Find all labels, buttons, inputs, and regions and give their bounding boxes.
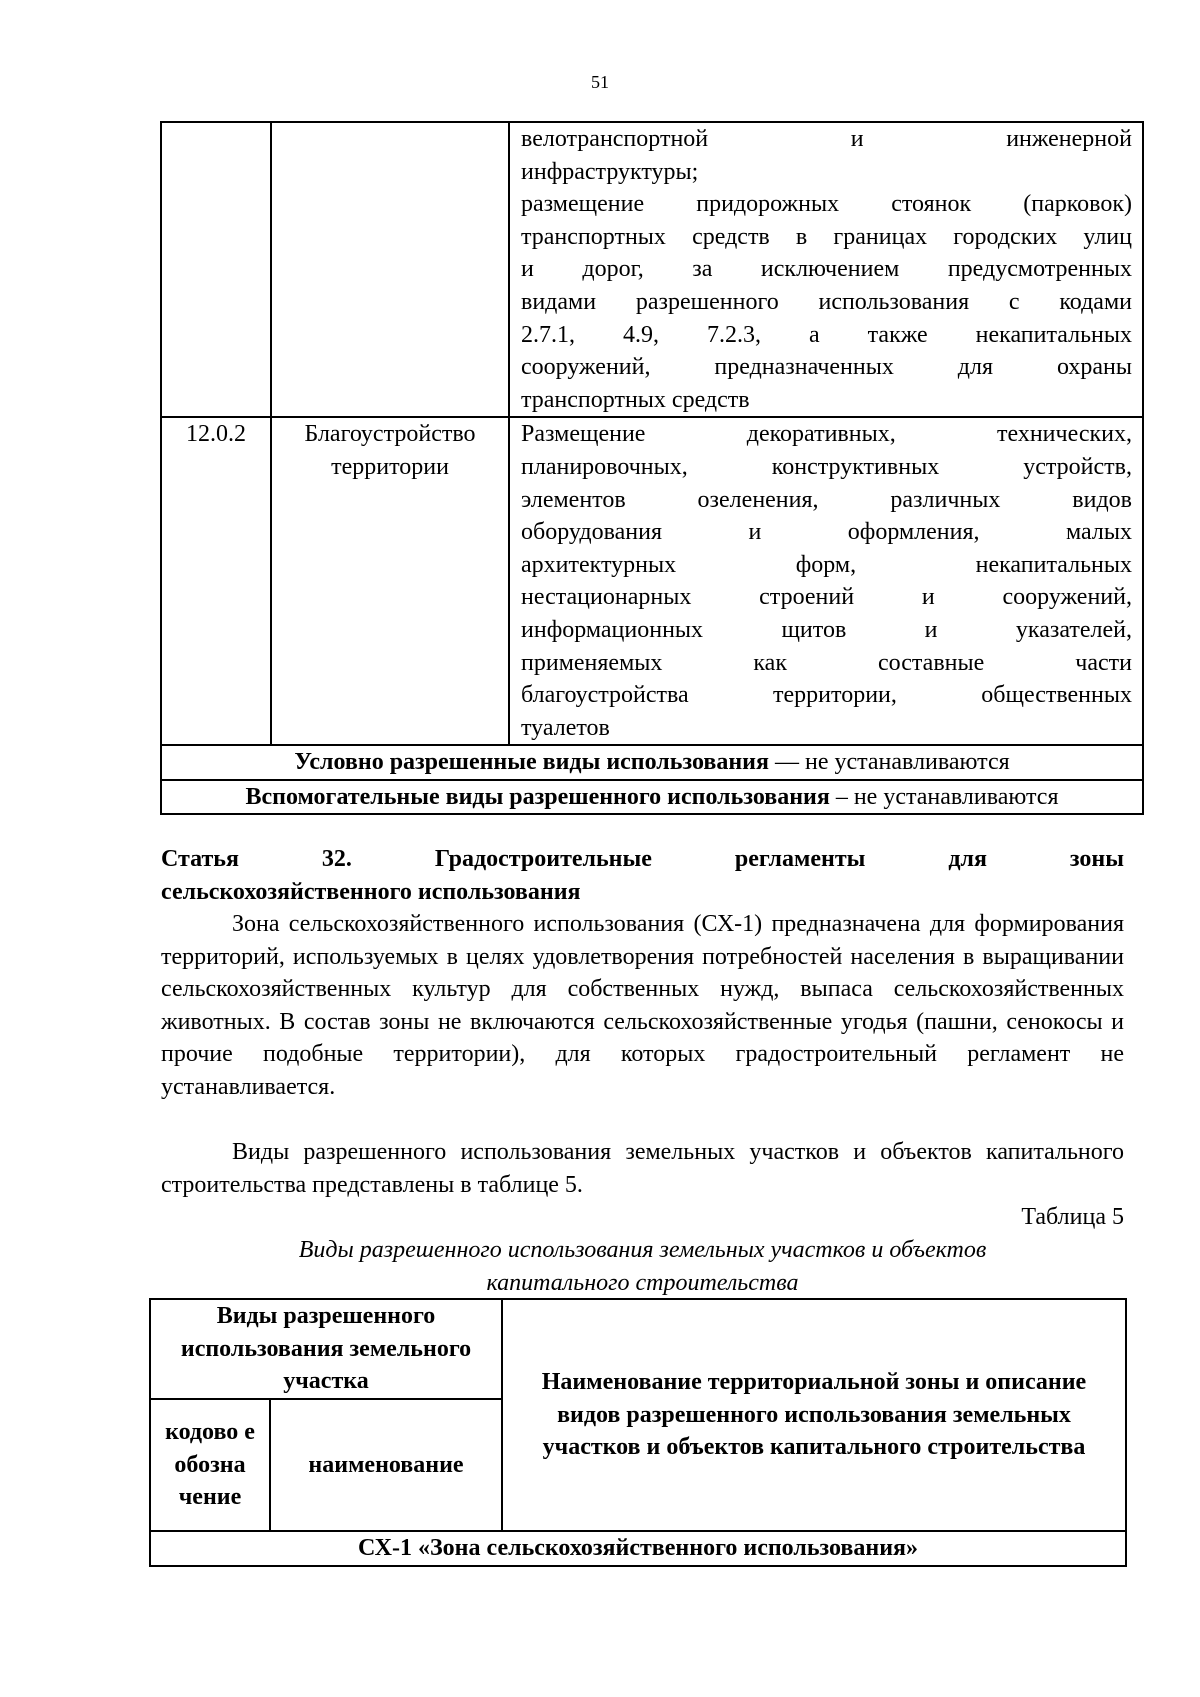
- table-row-continuation: [161, 122, 1143, 417]
- auxiliary-uses-cell: [161, 780, 1143, 815]
- description-cell-continuation: [509, 122, 1143, 417]
- article-title: [161, 843, 1124, 908]
- zone-row: [150, 1531, 1126, 1566]
- page-number: 51: [591, 72, 609, 92]
- description-line: архитектурных форм, некапитальных: [521, 551, 1132, 578]
- description-line: транспортных средств: [521, 386, 750, 413]
- article-title-line2: сельскохозяйственного использования: [161, 878, 581, 905]
- article-paragraph-2: Виды разрешенного использования земельных участков и объектов капитального строительства представлены в таблице 5.: [161, 1139, 1124, 1198]
- description-line: транспортных средств в границах городских улиц: [521, 223, 1132, 250]
- conditional-uses-row: [161, 745, 1143, 780]
- description-line: информационных щитов и указателей,: [521, 616, 1132, 643]
- header-group-cell: Виды разрешенного использования земельного участка: [150, 1299, 502, 1399]
- table-5: [149, 1298, 1127, 1567]
- article-paragraph-1: Зона сельскохозяйственного использования (СХ-1) предназначена для формирования территорий, используемых в целях удовлетворения потребностей населения в выращивании сельскохозяйственных культур для собственных нужд, выпаса сельскохозяйственных животных. В состав зоны не включаются сельскохозяйственные угодья (пашни, сенокосы и прочие подобные территории), для которых градостроительный регламент не устанавливается.: [161, 911, 1124, 1100]
- auxiliary-uses-row: [161, 780, 1143, 815]
- code-cell-empty: [161, 122, 271, 417]
- table-label: Таблица 5: [1021, 1204, 1124, 1230]
- description-cell: [509, 417, 1143, 745]
- header-name-cell: наименование: [270, 1399, 502, 1531]
- table5-header-row-1: [150, 1299, 1126, 1399]
- description-line: сооружений, предназначенных для охраны: [521, 354, 1132, 381]
- table-caption-line2: капитального строительства: [486, 1269, 799, 1296]
- article-title-line1: Статья 32. Градостроительные регламенты для зоны: [161, 846, 1124, 872]
- conditional-uses-label: Условно разрешенные виды использования: [294, 749, 769, 776]
- description-line: благоустройства территории, общественных: [521, 682, 1132, 709]
- description-line: нестационарных строений и сооружений,: [521, 584, 1132, 611]
- description-line: видами разрешенного использования с кодами: [521, 288, 1132, 315]
- description-lines: [521, 123, 1132, 416]
- name-cell-empty: [271, 122, 509, 417]
- description-line: оборудования и оформления, малых: [521, 519, 1132, 546]
- auxiliary-uses-value: – не устанавливаются: [829, 783, 1059, 810]
- table-row-12-0-2: [161, 417, 1143, 745]
- auxiliary-uses-label: Вспомогательные виды разрешенного использования: [245, 783, 830, 810]
- table-caption: [161, 1234, 1124, 1299]
- description-line: туалетов: [521, 714, 610, 741]
- table-caption-line1: Виды разрешенного использования земельных участков и объектов: [298, 1237, 987, 1263]
- description-line: элементов озеленения, различных видов: [521, 486, 1132, 513]
- description-line: инфраструктуры;: [521, 158, 699, 185]
- header-code-cell: кодово е обозна чение: [150, 1399, 270, 1531]
- description-line: применяемых как составные части: [521, 649, 1132, 676]
- description-line: Размещение декоративных, технических,: [521, 421, 1132, 448]
- description-lines: [521, 418, 1132, 744]
- description-line: и дорог, за исключением предусмотренных: [521, 256, 1132, 283]
- zone-title-cell: СХ-1 «Зона сельскохозяйственного использования»: [150, 1531, 1126, 1566]
- description-line: планировочных, конструктивных устройств,: [521, 453, 1132, 480]
- conditional-uses-value: — не устанавливаются: [768, 749, 1010, 776]
- description-line: велотранспортной и инженерной: [521, 126, 1132, 152]
- conditional-uses-cell: [161, 745, 1143, 780]
- description-line: 2.7.1, 4.9, 7.2.3, а также некапитальных: [521, 321, 1132, 348]
- land-use-table-continued: [160, 121, 1144, 815]
- code-cell: 12.0.2: [161, 417, 271, 745]
- name-cell: Благоустройство территории: [271, 417, 509, 745]
- description-line: размещение придорожных стоянок (парковок): [521, 191, 1132, 218]
- header-description-cell: Наименование территориальной зоны и описание видов разрешенного использования земельных участков и объектов капитального строительства: [502, 1299, 1126, 1531]
